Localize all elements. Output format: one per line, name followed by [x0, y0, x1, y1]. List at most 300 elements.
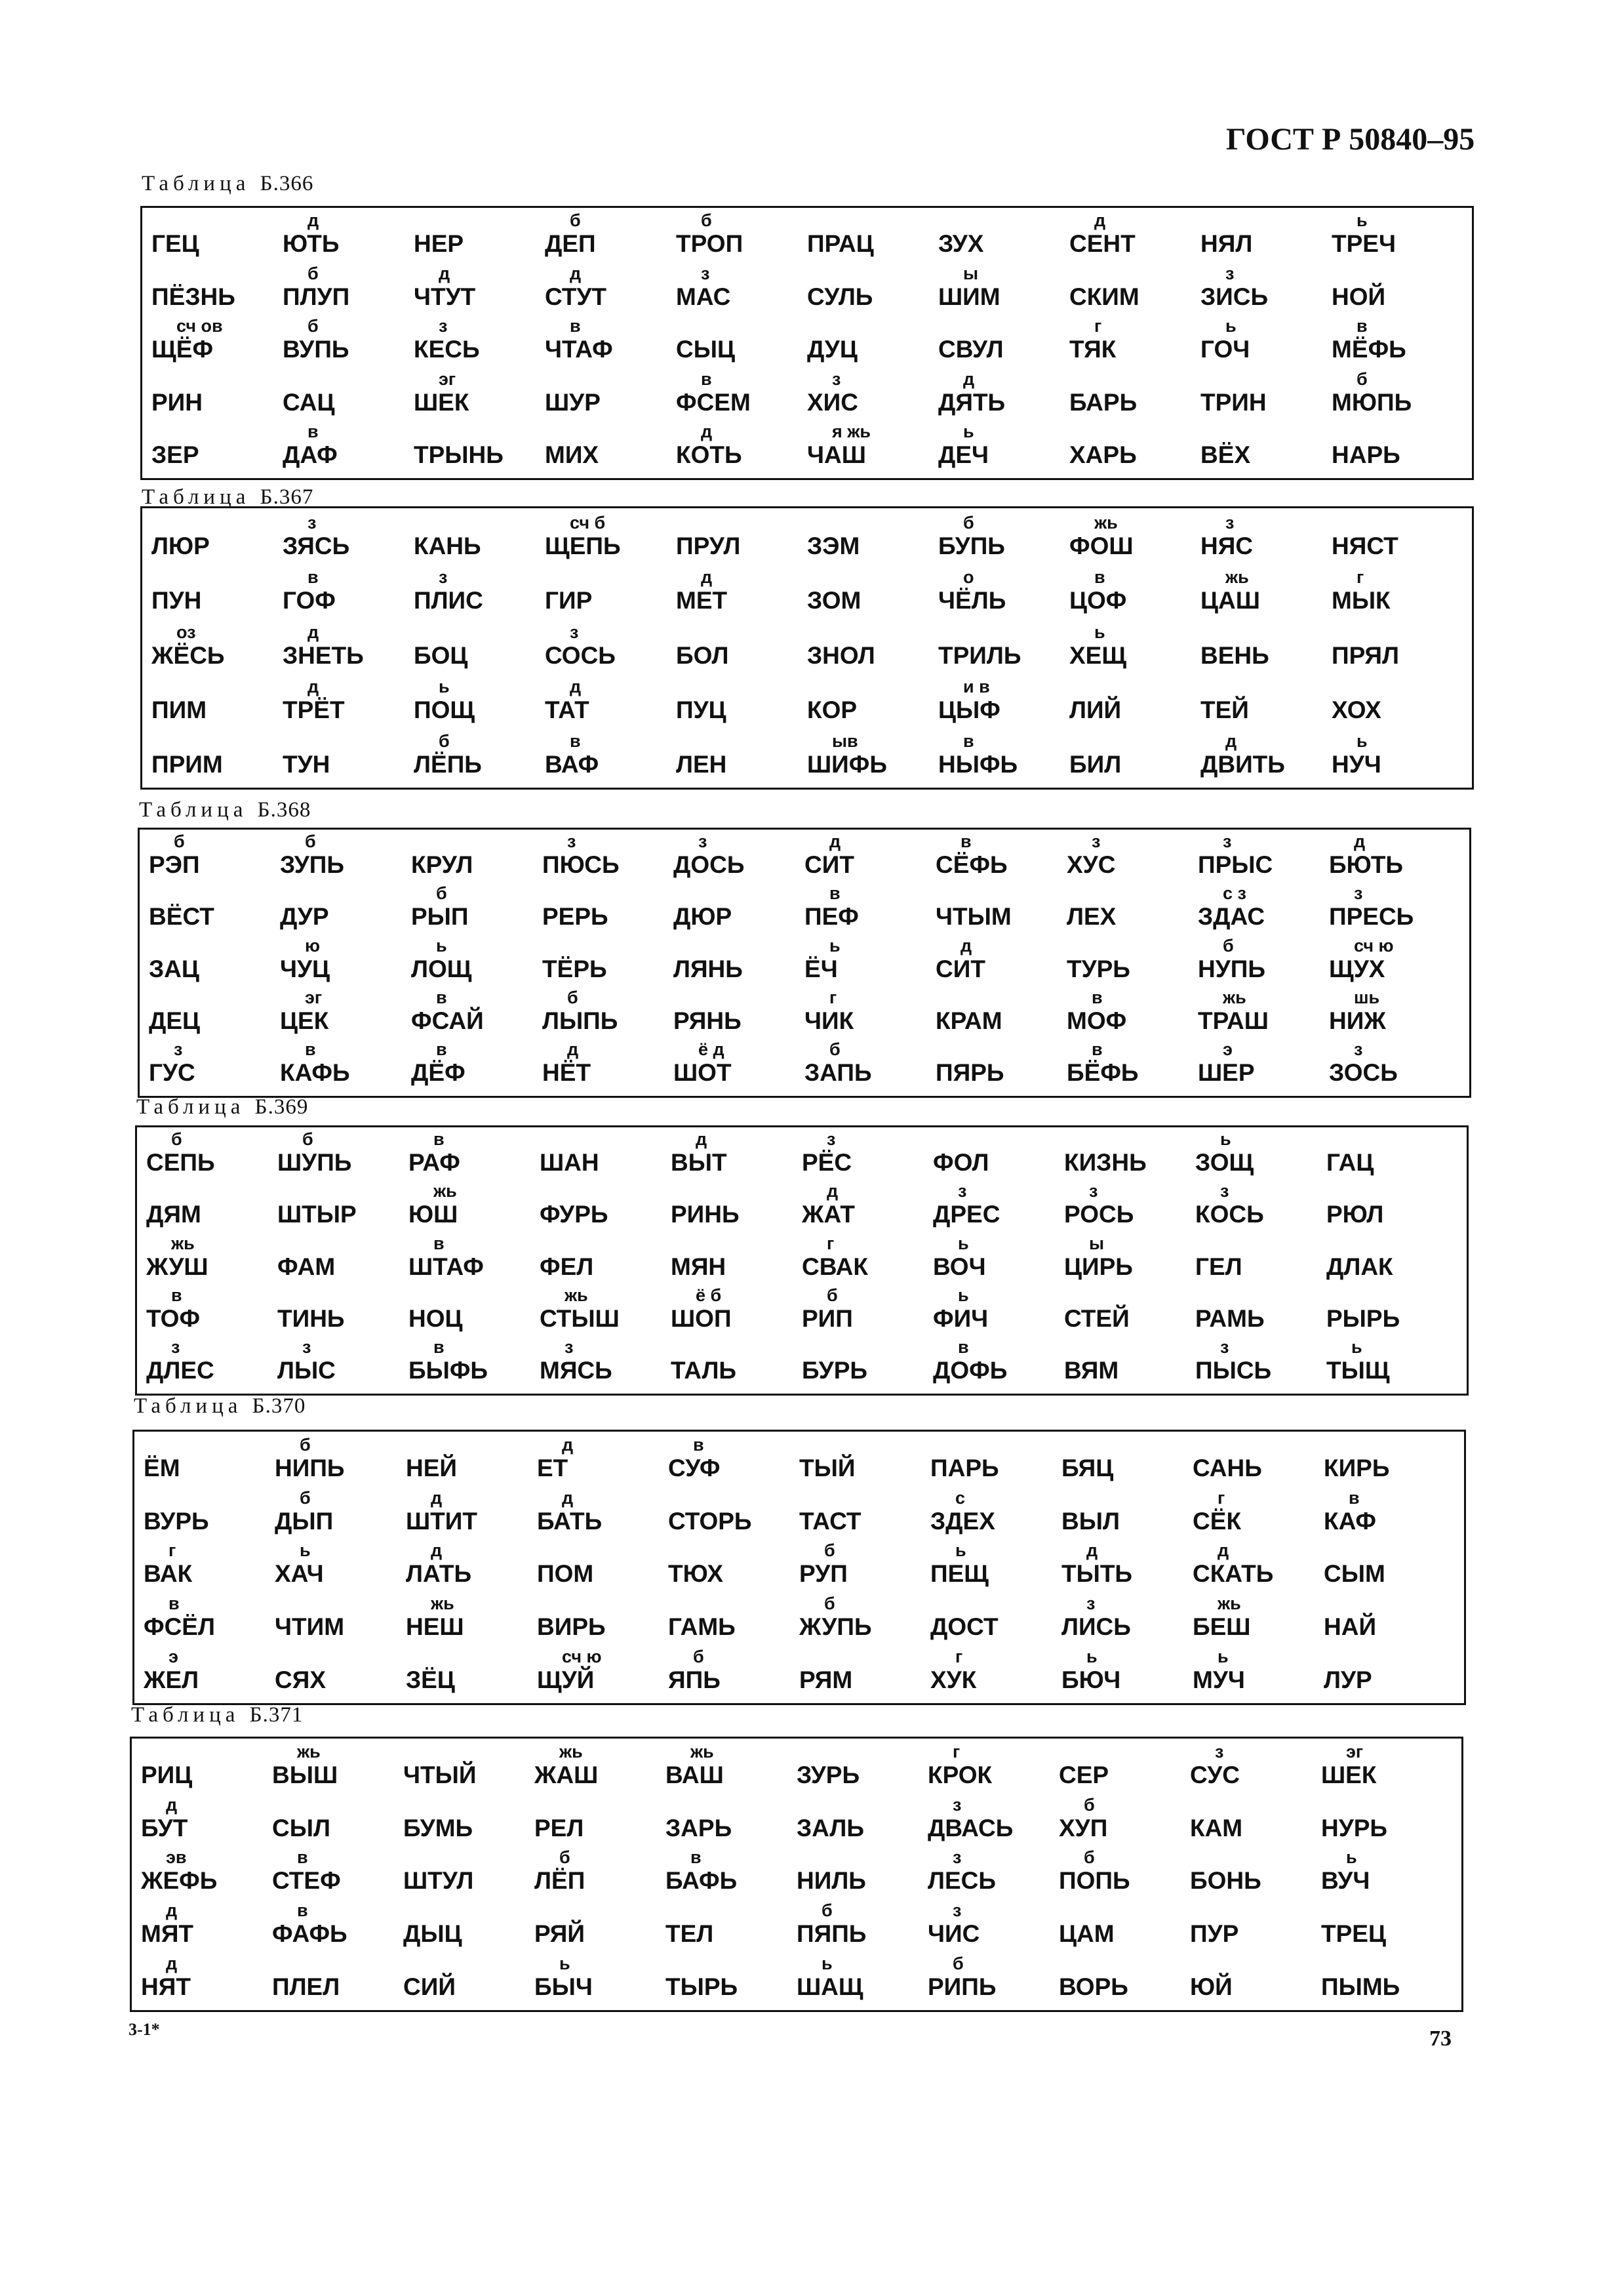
variant-annotation: д — [829, 832, 841, 852]
variant-annotation — [797, 1742, 928, 1762]
syllable-word: ФАФЬ — [272, 1920, 347, 1948]
variant-annotation: оз — [176, 622, 196, 642]
syllable-word: ШИМ — [938, 283, 1000, 310]
syllable-word: ГОФ — [283, 587, 336, 614]
variant-annotation: з — [1086, 1594, 1096, 1614]
variant-annotation — [542, 883, 673, 903]
word-cell — [676, 564, 807, 618]
syllable-word: ДОСТ — [930, 1613, 999, 1641]
variant-annotation — [1064, 1285, 1195, 1305]
syllable-word: ЦАШ — [1200, 587, 1260, 614]
syllable-word: ПРЕСЬ — [1329, 903, 1414, 931]
syllable-word: ПЫМЬ — [1321, 1973, 1400, 2000]
variant-annotation: в — [433, 1129, 445, 1150]
variant-annotation — [545, 567, 676, 587]
syllable-word: ЛЕН — [676, 750, 727, 778]
variant-annotation — [280, 883, 411, 903]
variant-annotation — [406, 1647, 537, 1666]
word-cell — [408, 1285, 540, 1337]
syllable-word: ЗАРЬ — [665, 1814, 732, 1842]
syllable-word: РЯНЬ — [673, 1007, 742, 1034]
variant-annotation: жь — [1218, 1594, 1241, 1614]
word-cell — [671, 1129, 802, 1180]
word-grid — [140, 830, 1469, 1096]
variant-annotation: ю — [305, 935, 321, 956]
variant-annotation: ь — [1357, 731, 1368, 751]
word-cell — [411, 987, 542, 1039]
word-cell — [804, 883, 936, 935]
variant-annotation — [1326, 1234, 1457, 1253]
variant-annotation: б — [1084, 1794, 1095, 1815]
variant-annotation — [151, 211, 283, 230]
word-cell — [807, 315, 938, 367]
word-grid — [142, 208, 1472, 478]
variant-annotation — [1324, 1435, 1455, 1455]
variant-annotation: д — [701, 422, 713, 441]
syllable-word: ТУН — [283, 750, 330, 778]
word-cell — [545, 367, 676, 420]
syllable-word: ЮЙ — [1190, 1973, 1233, 2000]
word-cell — [928, 1793, 1059, 1846]
word-cell — [1195, 1180, 1326, 1232]
syllable-word: РУП — [799, 1560, 848, 1588]
syllable-word: СКАТЬ — [1193, 1560, 1274, 1588]
word-cell — [275, 1592, 406, 1645]
word-grid — [137, 1127, 1467, 1394]
variant-annotation: ь — [1346, 1847, 1357, 1868]
syllable-word: СТОРЬ — [668, 1507, 752, 1535]
syllable-word: ТАТ — [545, 696, 589, 723]
syllable-word: ТРАШ — [1198, 1007, 1269, 1034]
word-cell — [149, 987, 280, 1039]
syllable-word: ХАРЬ — [1069, 441, 1137, 468]
variant-annotation — [673, 936, 804, 956]
syllable-word: ТОФ — [146, 1304, 201, 1332]
syllable-word: ШЕК — [1321, 1761, 1377, 1788]
word-cell — [283, 209, 414, 262]
word-cell — [408, 1180, 540, 1232]
word-cell — [1067, 987, 1198, 1039]
variant-annotation: эг — [305, 987, 323, 1007]
word-cell — [673, 935, 804, 986]
word-cell — [1332, 209, 1463, 262]
syllable-word: МЁФЬ — [1332, 336, 1406, 363]
word-cell — [936, 935, 1067, 986]
variant-annotation: г — [1357, 567, 1364, 588]
word-cell — [1324, 1645, 1455, 1698]
syllable-word: КРУЛ — [411, 851, 473, 879]
word-cell — [673, 987, 804, 1039]
word-cell — [411, 935, 542, 986]
word-cell — [280, 987, 411, 1039]
syllable-word: ПЛЕЛ — [272, 1973, 340, 2000]
word-cell — [414, 510, 545, 564]
word-cell — [151, 420, 283, 473]
variant-annotation: д — [166, 1794, 178, 1815]
syllable-word: ВЁСТ — [149, 903, 214, 931]
syllable-word: РЕЛ — [534, 1814, 584, 1842]
word-table — [132, 1430, 1466, 1705]
syllable-word: КАМ — [1190, 1814, 1243, 1842]
variant-annotation — [1324, 1647, 1455, 1666]
variant-annotation — [1332, 264, 1463, 283]
syllable-word: РИН — [151, 388, 203, 416]
variant-annotation: ь — [1220, 1129, 1231, 1150]
variant-annotation: з — [570, 622, 579, 642]
variant-annotation — [1190, 1901, 1321, 1920]
variant-annotation: в — [1092, 1039, 1103, 1059]
variant-annotation: з — [564, 1337, 574, 1357]
word-cell — [275, 1539, 406, 1592]
word-cell — [1329, 987, 1460, 1039]
syllable-word: ШЕР — [1198, 1058, 1255, 1086]
variant-annotation — [151, 369, 283, 389]
syllable-word: ЖЁСЬ — [151, 641, 225, 669]
word-cell — [1061, 1433, 1193, 1486]
variant-annotation — [1326, 1129, 1457, 1149]
variant-annotation — [807, 316, 938, 336]
variant-annotation: з — [1220, 1181, 1229, 1201]
word-cell — [933, 1232, 1064, 1284]
word-cell — [414, 420, 545, 473]
variant-annotation — [149, 988, 280, 1007]
variant-annotation: б — [1084, 1847, 1095, 1868]
syllable-word: ФСАЙ — [411, 1007, 484, 1034]
syllable-word: МЯН — [671, 1253, 726, 1280]
syllable-word: ЛЁПЬ — [414, 750, 482, 778]
syllable-word: ПРЯЛ — [1332, 641, 1399, 669]
word-cell — [1190, 1793, 1321, 1846]
variant-annotation: в — [1349, 1487, 1360, 1508]
word-cell — [144, 1539, 275, 1592]
word-cell — [403, 1740, 534, 1793]
variant-annotation: в — [297, 1847, 308, 1868]
word-cell — [411, 831, 542, 883]
variant-annotation: эв — [166, 1847, 187, 1868]
variant-annotation: б — [570, 211, 581, 231]
word-cell — [534, 1952, 665, 2005]
syllable-word: ЗИСЬ — [1200, 283, 1269, 310]
variant-annotation: г — [1094, 316, 1102, 336]
variant-annotation — [671, 1234, 802, 1253]
variant-annotation — [1190, 1795, 1321, 1815]
syllable-word: ТРЫНЬ — [414, 441, 504, 468]
syllable-word: ВАК — [144, 1560, 193, 1588]
variant-annotation — [668, 1594, 799, 1613]
word-cell — [1061, 1645, 1193, 1698]
word-cell — [1061, 1486, 1193, 1539]
syllable-word: ВЫТ — [671, 1149, 727, 1177]
word-cell — [1326, 1285, 1457, 1337]
word-cell — [414, 262, 545, 314]
variant-annotation: з — [1215, 1741, 1224, 1762]
variant-annotation: в — [958, 1337, 969, 1357]
syllable-word: РЮЛ — [1326, 1201, 1384, 1228]
variant-annotation: в — [1092, 987, 1103, 1007]
word-cell — [414, 728, 545, 782]
word-cell — [1198, 987, 1329, 1039]
variant-annotation: б — [701, 211, 712, 231]
word-cell — [1200, 510, 1332, 564]
variant-annotation — [1200, 422, 1332, 441]
table-number: Б.370 — [252, 1394, 306, 1418]
syllable-word: ЮТЬ — [283, 230, 340, 258]
variant-annotation: з — [953, 1794, 962, 1815]
variant-annotation — [676, 316, 807, 336]
variant-annotation: б — [963, 513, 974, 533]
syllable-word: ГАМЬ — [668, 1613, 736, 1641]
syllable-word: ЦЕК — [280, 1007, 329, 1034]
variant-annotation: г — [829, 987, 837, 1007]
syllable-word: ДУЦ — [807, 336, 858, 363]
syllable-word: ТЮХ — [668, 1560, 724, 1588]
syllable-word: ШОП — [671, 1304, 732, 1332]
syllable-word: ЧТЫЙ — [403, 1761, 477, 1788]
variant-annotation — [272, 1795, 403, 1815]
word-cell — [151, 564, 283, 618]
syllable-word: ЮШ — [408, 1201, 458, 1228]
syllable-word: ЗЕР — [151, 441, 199, 468]
word-cell — [144, 1433, 275, 1486]
word-cell — [414, 618, 545, 673]
syllable-word: ДОФЬ — [933, 1356, 1008, 1384]
variant-annotation: ь — [958, 1285, 969, 1305]
variant-annotation: б — [307, 263, 319, 283]
variant-annotation: б — [824, 1541, 835, 1561]
variant-annotation: б — [827, 1285, 838, 1305]
syllable-word: КАФ — [1324, 1507, 1376, 1535]
variant-annotation — [1332, 513, 1463, 533]
word-cell — [797, 1952, 928, 2005]
variant-annotation — [930, 1435, 1061, 1455]
word-cell — [807, 262, 938, 314]
syllable-word: ДОСЬ — [673, 851, 745, 879]
variant-annotation: з — [567, 832, 576, 852]
syllable-word: НУЧ — [1332, 750, 1381, 778]
word-cell — [938, 209, 1069, 262]
word-cell — [1069, 674, 1200, 728]
variant-annotation: ь — [1357, 211, 1368, 231]
variant-annotation: ь — [955, 1541, 966, 1561]
variant-annotation: в — [433, 1233, 445, 1253]
word-cell — [807, 674, 938, 728]
syllable-word: НАЙ — [1324, 1613, 1377, 1641]
variant-annotation — [534, 1795, 665, 1815]
word-cell — [928, 1952, 1059, 2005]
word-cell — [1326, 1129, 1457, 1180]
word-cell — [542, 883, 673, 935]
variant-annotation — [1324, 1541, 1455, 1560]
word-cell — [807, 367, 938, 420]
syllable-word: СВУЛ — [938, 336, 1004, 363]
syllable-word: ТЫРЬ — [665, 1973, 738, 2000]
variant-annotation — [149, 883, 280, 903]
variant-annotation — [151, 731, 283, 751]
word-cell — [797, 1740, 928, 1793]
variant-annotation: д — [1218, 1541, 1229, 1561]
word-cell — [936, 883, 1067, 935]
variant-annotation — [1059, 1901, 1190, 1920]
variant-annotation: з — [701, 263, 710, 283]
word-cell — [406, 1539, 537, 1592]
syllable-word: ПОЩ — [414, 696, 475, 723]
variant-annotation: б — [307, 316, 319, 336]
word-cell — [151, 728, 283, 782]
syllable-word: ВОЧ — [933, 1253, 986, 1280]
word-cell — [408, 1232, 540, 1284]
word-grid — [132, 1739, 1461, 2010]
variant-annotation — [545, 369, 676, 389]
syllable-word: МЕТ — [676, 587, 728, 614]
word-cell — [802, 1129, 933, 1180]
variant-annotation — [1200, 211, 1332, 230]
variant-annotation: д — [562, 1487, 574, 1508]
variant-annotation: жь — [171, 1233, 195, 1253]
variant-annotation — [151, 513, 283, 533]
variant-annotation: в — [1094, 567, 1105, 588]
syllable-word: ЗДЕХ — [930, 1507, 995, 1535]
syllable-word: ШИФЬ — [807, 750, 887, 778]
variant-annotation: жь — [559, 1741, 583, 1762]
variant-annotation: б — [824, 1594, 835, 1614]
variant-annotation: в — [701, 369, 712, 389]
syllable-word: НЯЛ — [1200, 230, 1253, 258]
word-cell — [1059, 1793, 1190, 1846]
variant-annotation: д — [166, 1954, 178, 1973]
syllable-word: ЩУЙ — [537, 1666, 595, 1693]
table-number: Б.371 — [249, 1703, 304, 1727]
syllable-word: ЖУПЬ — [799, 1613, 872, 1641]
syllable-word: ПЫСЬ — [1195, 1356, 1272, 1384]
syllable-word: ЗАЛЬ — [797, 1814, 864, 1842]
syllable-word: СУС — [1190, 1761, 1240, 1788]
syllable-word: НЯТ — [141, 1973, 191, 2000]
syllable-word: ВЫШ — [272, 1761, 338, 1788]
syllable-word: ТРИЛЬ — [938, 641, 1021, 669]
word-cell — [537, 1539, 668, 1592]
word-cell — [1059, 1846, 1190, 1899]
word-cell — [938, 564, 1069, 618]
variant-annotation: д — [961, 935, 972, 956]
word-cell — [807, 728, 938, 782]
syllable-word: ЗУПЬ — [280, 851, 344, 879]
syllable-word: РЫП — [411, 903, 469, 931]
syllable-word: БОЛ — [676, 641, 729, 669]
variant-annotation — [797, 1847, 928, 1867]
syllable-word: ГОЧ — [1200, 336, 1250, 363]
variant-annotation — [802, 1337, 933, 1357]
variant-annotation — [149, 936, 280, 956]
word-cell — [1069, 510, 1200, 564]
word-cell — [537, 1486, 668, 1539]
word-cell — [1064, 1232, 1195, 1284]
variant-annotation: жь — [564, 1285, 588, 1305]
variant-annotation — [1069, 369, 1200, 389]
word-cell — [146, 1337, 277, 1388]
variant-annotation — [411, 832, 542, 851]
variant-annotation — [1059, 1742, 1190, 1762]
variant-annotation — [1069, 264, 1200, 283]
syllable-word: ТРЕЧ — [1332, 230, 1396, 258]
word-cell — [804, 1039, 936, 1091]
syllable-word: ПОМ — [537, 1560, 594, 1588]
variant-annotation — [936, 1039, 1067, 1059]
word-cell — [542, 987, 673, 1039]
variant-annotation — [930, 1594, 1061, 1613]
word-cell — [283, 674, 414, 728]
variant-annotation: э — [168, 1647, 178, 1666]
variant-annotation: в — [1357, 316, 1368, 336]
variant-annotation — [807, 211, 938, 230]
variant-annotation — [1195, 1234, 1326, 1253]
variant-annotation: в — [570, 731, 581, 751]
variant-annotation — [807, 264, 938, 283]
syllable-word: ХИС — [807, 388, 858, 416]
variant-annotation: з — [174, 1039, 183, 1059]
word-cell — [1069, 209, 1200, 262]
word-cell — [1321, 1846, 1452, 1899]
syllable-word: ЛЕХ — [1067, 903, 1117, 931]
word-cell — [1324, 1539, 1455, 1592]
variant-annotation: б — [171, 1129, 182, 1150]
word-cell — [933, 1129, 1064, 1180]
word-cell — [537, 1645, 668, 1698]
word-cell — [1067, 883, 1198, 935]
variant-annotation — [668, 1541, 799, 1560]
word-cell — [673, 831, 804, 883]
variant-annotation — [1064, 1129, 1195, 1149]
word-grid — [142, 508, 1472, 788]
word-cell — [275, 1645, 406, 1698]
syllable-word: СТЫШ — [540, 1304, 620, 1332]
syllable-word: МОФ — [1067, 1007, 1127, 1034]
table-label: Таблица — [139, 798, 248, 822]
word-table — [135, 1125, 1469, 1396]
syllable-word: ТЫТЬ — [1061, 1560, 1133, 1588]
word-cell — [671, 1232, 802, 1284]
word-cell — [1198, 1039, 1329, 1091]
word-cell — [668, 1592, 799, 1645]
syllable-word: МАС — [676, 283, 731, 310]
variant-annotation: з — [953, 1847, 962, 1868]
word-cell — [280, 935, 411, 986]
word-cell — [1059, 1952, 1190, 2005]
variant-annotation: эг — [1346, 1741, 1364, 1762]
syllable-word: ТЫЙ — [799, 1454, 856, 1481]
word-cell — [146, 1232, 277, 1284]
syllable-word: ГЕЦ — [151, 230, 199, 258]
variant-annotation: д — [827, 1181, 839, 1201]
syllable-word: РЯЙ — [534, 1920, 585, 1948]
variant-annotation — [1200, 677, 1332, 696]
syllable-word: ДЫЦ — [403, 1920, 462, 1948]
word-cell — [668, 1433, 799, 1486]
variant-annotation: с — [955, 1487, 966, 1508]
variant-annotation — [807, 677, 938, 696]
word-cell — [1329, 831, 1460, 883]
variant-annotation — [797, 1795, 928, 1815]
syllable-word: ЖУШ — [146, 1253, 208, 1280]
syllable-word: НЕЙ — [406, 1454, 457, 1481]
word-cell — [1193, 1645, 1324, 1698]
syllable-word: РИП — [802, 1304, 853, 1332]
word-cell — [1190, 1899, 1321, 1952]
syllable-word: ПЕФ — [804, 903, 859, 931]
syllable-word: ЧАШ — [807, 441, 866, 468]
variant-annotation: б — [829, 1039, 841, 1059]
word-cell — [403, 1793, 534, 1846]
word-cell — [141, 1952, 272, 2005]
